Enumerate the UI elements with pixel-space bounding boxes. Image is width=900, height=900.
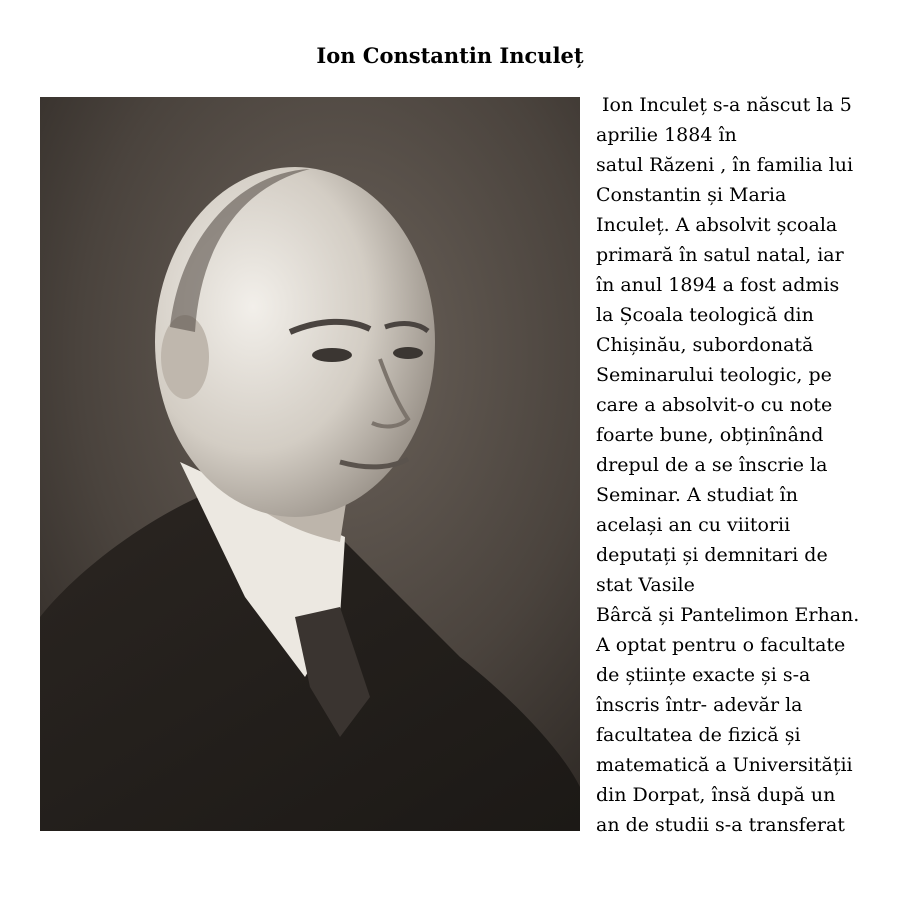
document-title: Ion Constantin Inculeț	[316, 43, 584, 68]
bio-line: același an cu viitorii	[596, 514, 791, 536]
bio-line: foarte bune, obținînând	[596, 424, 824, 446]
biography-text	[596, 90, 892, 840]
bio-line: Ion Inculeț s-a născut la 5	[596, 94, 852, 116]
bio-line: primară în satul natal, iar	[596, 244, 844, 266]
bio-line: de științe exacte și s-a	[596, 664, 811, 686]
bio-line: Bârcă și Pantelimon Erhan.	[596, 604, 860, 626]
bio-line: deputați și demnitari de	[596, 544, 828, 566]
portrait-photo	[40, 97, 580, 831]
bio-line: drepul de a se înscrie la	[596, 454, 828, 476]
bio-line: aprilie 1884 în	[596, 124, 737, 146]
bio-line: Inculeț. A absolvit școala	[596, 214, 838, 236]
bio-line: satul Răzeni , în familia lui	[596, 154, 854, 176]
bio-line: Seminarului teologic, pe	[596, 364, 832, 386]
bio-line: stat Vasile	[596, 574, 695, 596]
bio-line: Chișinău, subordonată	[596, 334, 814, 356]
bio-line: înscris într- adevăr la	[596, 694, 803, 716]
bio-line: care a absolvit-o cu note	[596, 394, 833, 416]
bio-line: Seminar. A studiat în	[596, 484, 798, 506]
bio-line: matematică a Universității	[596, 754, 853, 776]
portrait-image	[40, 97, 580, 831]
bio-line: an de studii s-a transferat	[596, 814, 845, 836]
bio-line: facultatea de fizică și	[596, 724, 801, 746]
bio-line: Constantin și Maria	[596, 184, 787, 206]
bio-line: din Dorpat, însă după un	[596, 784, 836, 806]
bio-line: în anul 1894 a fost admis	[596, 274, 840, 296]
bio-line: la Școala teologică din	[596, 304, 814, 326]
bio-line: A optat pentru o facultate	[596, 634, 846, 656]
